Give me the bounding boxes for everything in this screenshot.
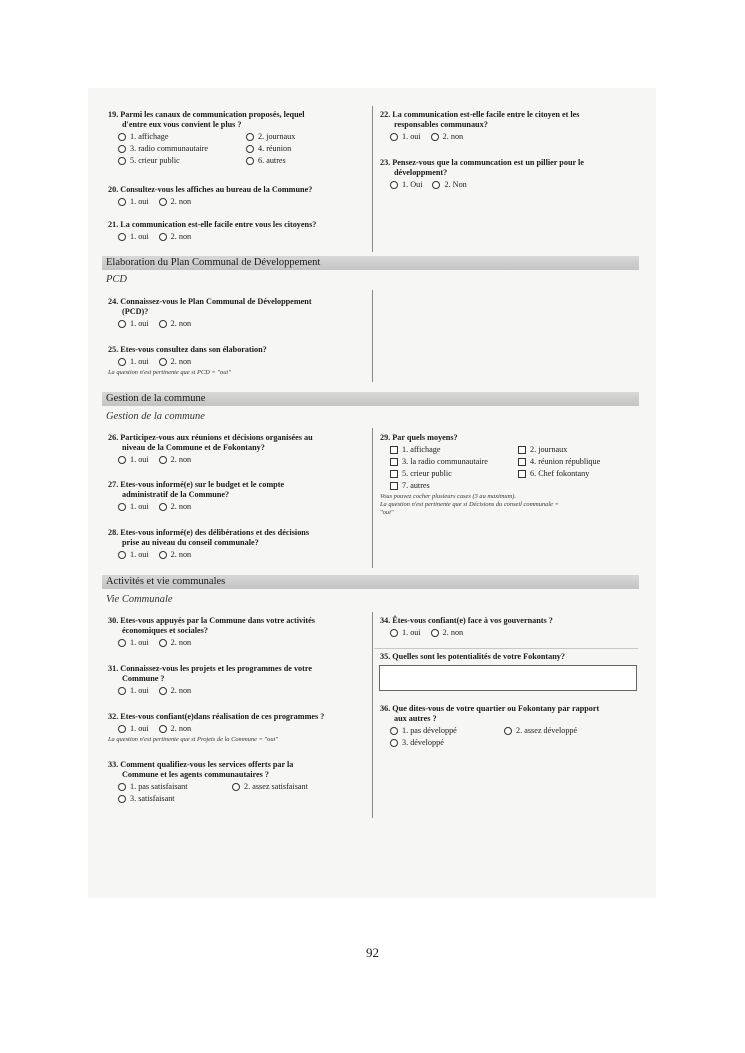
question-title: 29. Par quels moyens?	[380, 433, 458, 442]
question-title-cont: prise au niveau du conseil communale?	[122, 538, 259, 547]
question-title-cont: économiques et sociales?	[122, 626, 208, 635]
question-title: 34. Êtes-vous confiant(e) face à vos gouvernants ?	[380, 616, 553, 625]
radio-circle-icon[interactable]	[159, 198, 167, 206]
question-title: 22. La communication est-elle facile entre le citoyen et les	[380, 110, 580, 119]
question-21	[108, 220, 370, 244]
radio-option[interactable]: 1. oui	[118, 502, 149, 512]
radio-option[interactable]: 2. journaux	[246, 132, 295, 142]
radio-option[interactable]: 2. non	[159, 724, 191, 734]
question-23	[380, 158, 638, 192]
radio-option[interactable]: 1. oui	[390, 628, 421, 638]
column-divider	[372, 612, 373, 818]
question-28	[108, 528, 370, 562]
section-subtitle: Vie Communale	[106, 594, 173, 605]
potentialities-text-field[interactable]	[379, 665, 637, 691]
radio-option[interactable]: 2. non	[159, 686, 191, 696]
radio-option[interactable]: 1. oui	[118, 197, 149, 207]
column-divider	[372, 290, 373, 382]
question-title-cont: (PCD)?	[122, 307, 149, 316]
radio-option[interactable]: 1. oui	[118, 638, 149, 648]
question-36	[380, 704, 638, 750]
radio-option[interactable]: 2. non	[159, 357, 191, 367]
radio-circle-icon[interactable]	[159, 687, 167, 695]
question-title-cont: développment?	[394, 168, 448, 177]
checkbox-icon[interactable]	[390, 482, 398, 490]
page-number: 92	[366, 945, 379, 960]
checkbox-option[interactable]: 5. crieur public	[390, 469, 508, 479]
question-title: 36. Que dites-vous de votre quartier ou Fokontany par rapport	[380, 704, 600, 713]
question-title-cont: niveau de la Commune et de Fokontany?	[122, 443, 265, 452]
radio-circle-icon[interactable]	[246, 157, 254, 165]
radio-option[interactable]: 2. non	[431, 628, 463, 638]
radio-option[interactable]: 2. non	[159, 455, 191, 465]
radio-circle-icon[interactable]	[390, 133, 398, 141]
question-title: 26. Participez-vous aux réunions et décisions organisées au	[108, 433, 313, 442]
checkbox-icon[interactable]	[518, 470, 526, 478]
radio-circle-icon[interactable]	[390, 181, 398, 189]
question-26	[108, 433, 370, 467]
question-title: 33. Comment qualifiez-vous les services offerts par la	[108, 760, 294, 769]
radio-option[interactable]: 3. satisfaisant	[118, 794, 175, 804]
section-header-pcd: Elaboration du Plan Communal de Développement	[102, 256, 639, 270]
radio-circle-icon[interactable]	[159, 456, 167, 464]
checkbox-icon[interactable]	[390, 446, 398, 454]
checkbox-option[interactable]: 6. Chef fokontany	[518, 469, 589, 479]
radio-circle-icon[interactable]	[118, 145, 126, 153]
section-header-vie: Activités et vie communales	[102, 575, 639, 589]
question-20	[108, 185, 370, 209]
checkbox-icon[interactable]	[390, 458, 398, 466]
question-title: 30. Etes-vous appuyés par la Commune dans votre activités	[108, 616, 315, 625]
question-title: 23. Pensez-vous que la communcation est un pillier pour le	[380, 158, 584, 167]
filter-note: La question n'est pertinente que si Décisions du conseil communale =	[380, 501, 559, 508]
radio-circle-icon[interactable]	[118, 795, 126, 803]
radio-option[interactable]: 4. réunion	[246, 144, 291, 154]
radio-circle-icon[interactable]	[159, 503, 167, 511]
checkbox-option[interactable]: 7. autres	[390, 481, 430, 491]
radio-circle-icon[interactable]	[118, 320, 126, 328]
question-title: 35. Quelles sont les potentialités de votre Fokontany?	[380, 652, 565, 661]
radio-option[interactable]: 1. oui	[118, 232, 149, 242]
radio-circle-icon[interactable]	[159, 233, 167, 241]
column-divider	[372, 428, 373, 568]
question-title-cont: d'entre eux vous convient le plus ?	[122, 120, 242, 129]
question-34	[380, 616, 638, 640]
radio-option[interactable]: 5. crieur public	[118, 156, 236, 166]
radio-circle-icon[interactable]	[431, 629, 439, 637]
row-divider	[374, 648, 638, 649]
radio-circle-icon[interactable]	[159, 725, 167, 733]
filter-note: Vous pouvez cocher plusieurs cases (3 au maximum).	[380, 493, 516, 500]
radio-circle-icon[interactable]	[118, 233, 126, 241]
question-29	[380, 433, 638, 517]
radio-circle-icon[interactable]	[118, 198, 126, 206]
question-25	[108, 345, 370, 377]
checkbox-option[interactable]: 4. réunion république	[518, 457, 600, 467]
question-30	[108, 616, 370, 650]
radio-option[interactable]: 2. non	[159, 502, 191, 512]
radio-option[interactable]: 1. oui	[118, 319, 149, 329]
checkbox-option[interactable]: 2. journaux	[518, 445, 567, 455]
radio-option[interactable]: 2. assez satisfaisant	[232, 782, 308, 792]
radio-option[interactable]: 2. Non	[432, 180, 466, 190]
radio-circle-icon[interactable]	[246, 133, 254, 141]
radio-option[interactable]: 1. Oui	[390, 180, 422, 190]
radio-option[interactable]: 3. radio communautaire	[118, 144, 236, 154]
radio-circle-icon[interactable]	[432, 181, 440, 189]
question-title: 31. Connaissez-vous les projets et les programmes de votre	[108, 664, 312, 673]
question-35	[380, 652, 638, 662]
radio-option[interactable]: 3. développé	[390, 738, 444, 748]
radio-circle-icon[interactable]	[118, 157, 126, 165]
question-title-cont: Commune et les agents communautaires ?	[122, 770, 269, 779]
question-title-cont: aux autres ?	[394, 714, 437, 723]
question-22	[380, 110, 638, 144]
radio-circle-icon[interactable]	[159, 551, 167, 559]
radio-circle-icon[interactable]	[118, 456, 126, 464]
question-title: 27. Etes-vous informé(e) sur le budget et le compte	[108, 480, 285, 489]
radio-circle-icon[interactable]	[118, 358, 126, 366]
radio-option[interactable]: 2. non	[159, 550, 191, 560]
radio-option[interactable]: 2. non	[159, 232, 191, 242]
question-title: 25. Etes-vous consultez dans son élaboration?	[108, 345, 267, 354]
question-title: 32. Etes-vous confiant(e)dans réalisation de ces programmes ?	[108, 712, 325, 721]
radio-option[interactable]: 2. non	[159, 319, 191, 329]
radio-circle-icon[interactable]	[118, 687, 126, 695]
checkbox-icon[interactable]	[390, 470, 398, 478]
filter-note: La question n'est pertinente que si PCD = "oui"	[108, 369, 231, 376]
question-title-cont: responsables communaux?	[394, 120, 488, 129]
question-title: 21. La communication est-elle facile entre vous les citoyens?	[108, 220, 317, 229]
question-title-cont: administratif de la Commune?	[122, 490, 230, 499]
radio-option[interactable]: 1. affichage	[118, 132, 236, 142]
checkbox-option[interactable]: 3. la radio communautaire	[390, 457, 508, 467]
radio-circle-icon[interactable]	[118, 639, 126, 647]
question-title: 20. Consultez-vous les affiches au bureau de la Commune?	[108, 185, 313, 194]
question-24	[108, 297, 370, 331]
filter-note: La question n'est pertinente que si Projets de la Commune = "oui"	[108, 736, 279, 743]
radio-option[interactable]: 2. assez développé	[504, 726, 577, 736]
radio-option[interactable]: 1. oui	[118, 455, 149, 465]
section-header-gestion: Gestion de la commune	[102, 392, 639, 406]
question-title: 24. Connaissez-vous le Plan Communal de Développement	[108, 297, 312, 306]
question-33	[108, 760, 370, 806]
radio-option[interactable]: 2. non	[431, 132, 463, 142]
section-subtitle: PCD	[106, 274, 127, 285]
radio-option[interactable]: 1. oui	[118, 724, 149, 734]
radio-circle-icon[interactable]	[118, 725, 126, 733]
radio-circle-icon[interactable]	[232, 783, 240, 791]
radio-circle-icon[interactable]	[118, 783, 126, 791]
radio-circle-icon[interactable]	[159, 358, 167, 366]
radio-option[interactable]: 1. oui	[390, 132, 421, 142]
question-27	[108, 480, 370, 514]
question-19	[108, 110, 368, 168]
question-title: 28. Etes-vous informé(e) des délibérations et des décisions	[108, 528, 310, 537]
radio-circle-icon[interactable]	[390, 727, 398, 735]
section-subtitle: Gestion de la commune	[106, 411, 205, 422]
question-title-cont: Commune ?	[122, 674, 165, 683]
radio-option[interactable]: 1. oui	[118, 550, 149, 560]
checkbox-icon[interactable]	[518, 446, 526, 454]
radio-circle-icon[interactable]	[118, 503, 126, 511]
radio-circle-icon[interactable]	[118, 551, 126, 559]
radio-option[interactable]: 2. non	[159, 638, 191, 648]
radio-option[interactable]: 1. oui	[118, 357, 149, 367]
question-31	[108, 664, 370, 698]
radio-circle-icon[interactable]	[390, 629, 398, 637]
checkbox-option[interactable]: 1. affichage	[390, 445, 508, 455]
radio-option[interactable]: 1. pas satisfaisant	[118, 782, 222, 792]
radio-circle-icon[interactable]	[118, 133, 126, 141]
radio-circle-icon[interactable]	[159, 320, 167, 328]
radio-circle-icon[interactable]	[159, 639, 167, 647]
column-divider	[372, 106, 373, 252]
radio-option[interactable]: 6. autres	[246, 156, 286, 166]
filter-note: "oui"	[380, 509, 394, 516]
radio-circle-icon[interactable]	[246, 145, 254, 153]
radio-option[interactable]: 1. pas développé	[390, 726, 494, 736]
question-32	[108, 712, 370, 744]
radio-circle-icon[interactable]	[390, 739, 398, 747]
radio-option[interactable]: 2. non	[159, 197, 191, 207]
question-title: 19. Parmi les canaux de communication proposés, lequel	[108, 110, 305, 119]
radio-circle-icon[interactable]	[431, 133, 439, 141]
radio-circle-icon[interactable]	[504, 727, 512, 735]
checkbox-icon[interactable]	[518, 458, 526, 466]
radio-option[interactable]: 1. oui	[118, 686, 149, 696]
